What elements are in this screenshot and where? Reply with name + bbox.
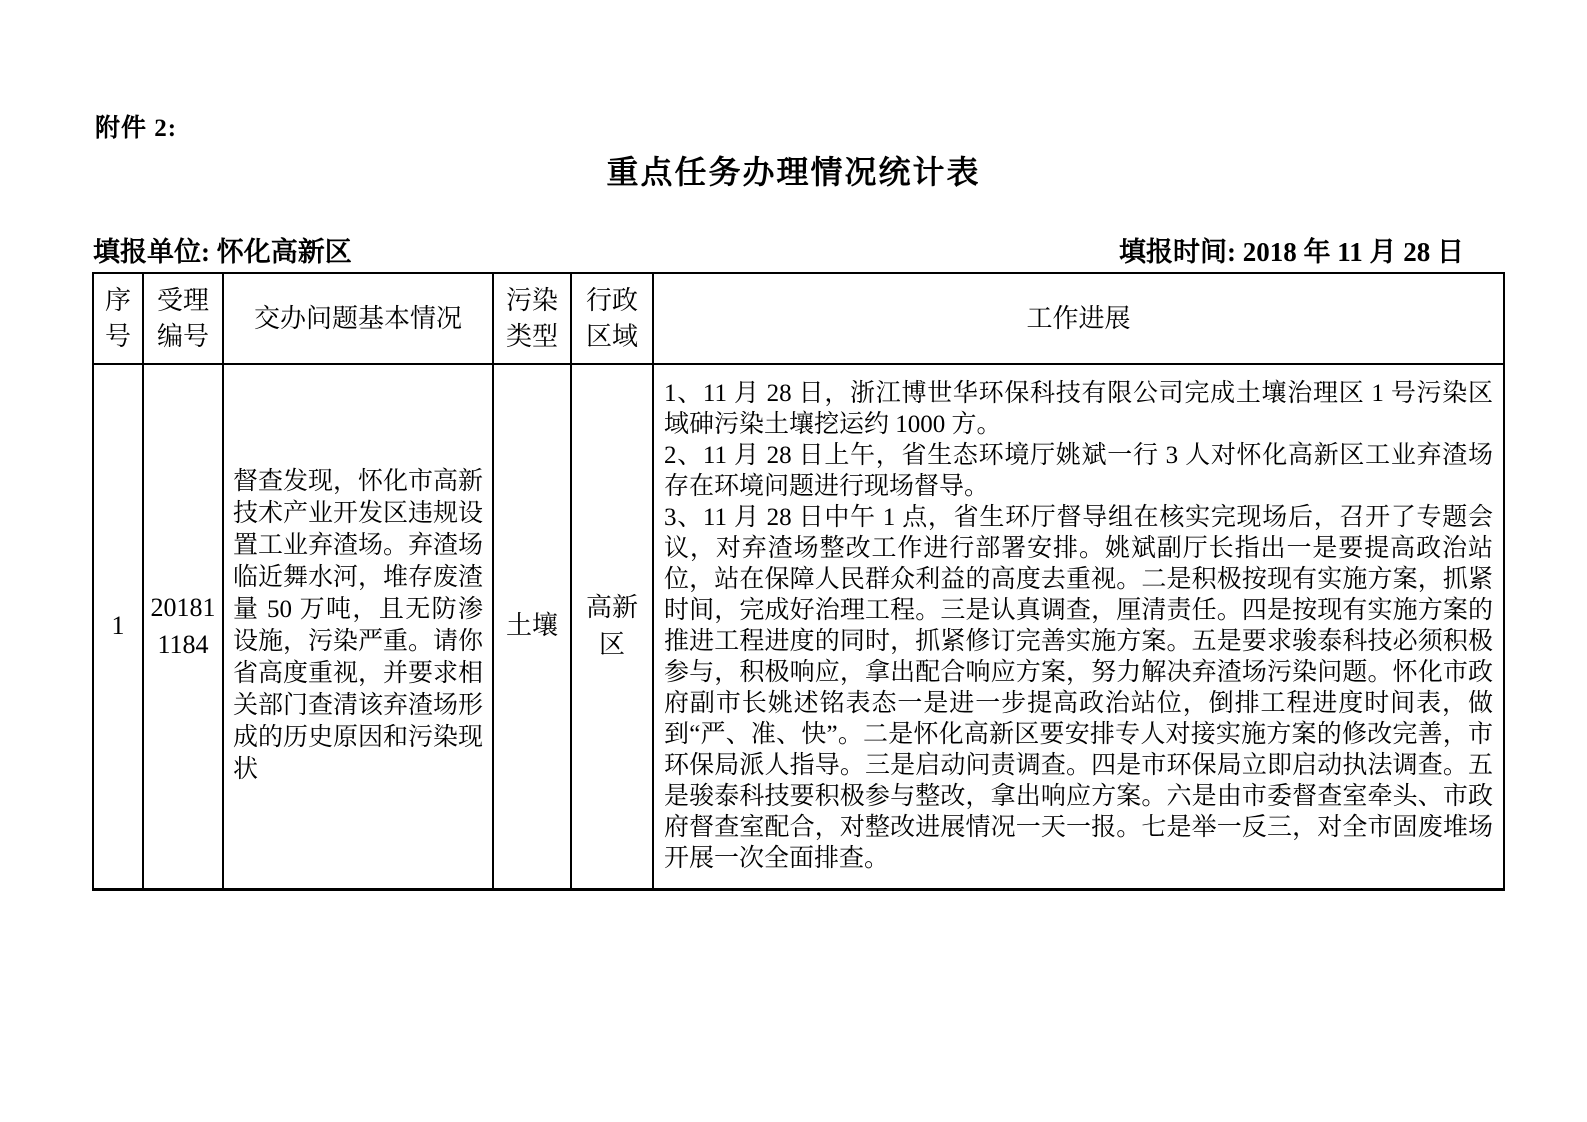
page-title: 重点任务办理情况统计表: [606, 154, 981, 190]
column-header-case-number: 受理编号: [143, 273, 223, 364]
column-header-issue: 交办问题基本情况: [223, 273, 493, 364]
region-cell: 高新区: [571, 364, 653, 889]
column-header-serial: 序号: [93, 273, 143, 364]
column-header-pollution-type: 污染类型: [493, 273, 571, 364]
report-meta-row: [93, 230, 1492, 269]
column-header-region: 行政区域: [571, 273, 653, 364]
progress-paragraph: 2、11 月 28 日上午，省生态环境厅姚斌一行 3 人对怀化高新区工业弃渣场存在环境问题进行现场督导。: [664, 442, 1493, 501]
case-number-cell: 201811184: [143, 364, 223, 889]
progress-cell: [653, 364, 1504, 889]
pollution-type-cell: 土壤: [493, 364, 571, 889]
issue-cell: 督查发现，怀化市高新技术产业开发区违规设置工业弃渣场。弃渣场临近舞水河，堆存废渣量 50 万吨，且无防渗设施，污染严重。请你省高度重视，并要求相关部门查清该弃渣场形成的历史原因和污染现状: [223, 364, 493, 889]
task-table: [92, 272, 1505, 891]
attachment-label: 附件 2:: [95, 115, 178, 142]
header-row: [93, 273, 1504, 364]
reporting-time: 填报时间: 2018 年 11 月 28 日: [1118, 237, 1464, 267]
serial-cell: 1: [93, 364, 143, 889]
progress-paragraph: 3、11 月 28 日中午 1 点，省生环厅督导组在核实完现场后，召开了专题会议，对弃渣场整改工作进行部署安排。姚斌副厅长指出一是要提高政治站位，站在保障人民群众利益的高度去重视。二是积极按现有实施方案，抓紧时间，完成好治理工程。三是认真调查，厘清责任。四是按现有实施方案的推进工程进度的同时，抓紧修订完善实施方案。五是要求骏泰科技必须积极参与，积极响应，拿出配合响应方案，努力解决弃渣场污染问题。怀化市政府副市长姚述铭表态一是进一步提高政治站位，倒排工程进度时间表，做到“严、准、快”。二是怀化高新区要安排专人对接实施方案的修改完善，市环保局派人指导。三是启动问责调查。四是市环保局立即启动执法调查。五是骏泰科技要积极参与整改，拿出响应方案。六是由市委督查室牵头、市政府督查室配合，对整改进展情况一天一报。七是举一反三，对全市固废堆场开展一次全面排查。: [664, 504, 1493, 873]
table-row: [93, 364, 1504, 889]
column-header-progress: 工作进展: [653, 273, 1504, 364]
task-table-container: [92, 272, 1505, 891]
reporting-unit: 填报单位: 怀化高新区: [93, 237, 352, 267]
progress-paragraph: 1、11 月 28 日，浙江博世华环保科技有限公司完成土壤治理区 1 号污染区域砷污染土壤挖运约 1000 方。: [664, 380, 1493, 439]
